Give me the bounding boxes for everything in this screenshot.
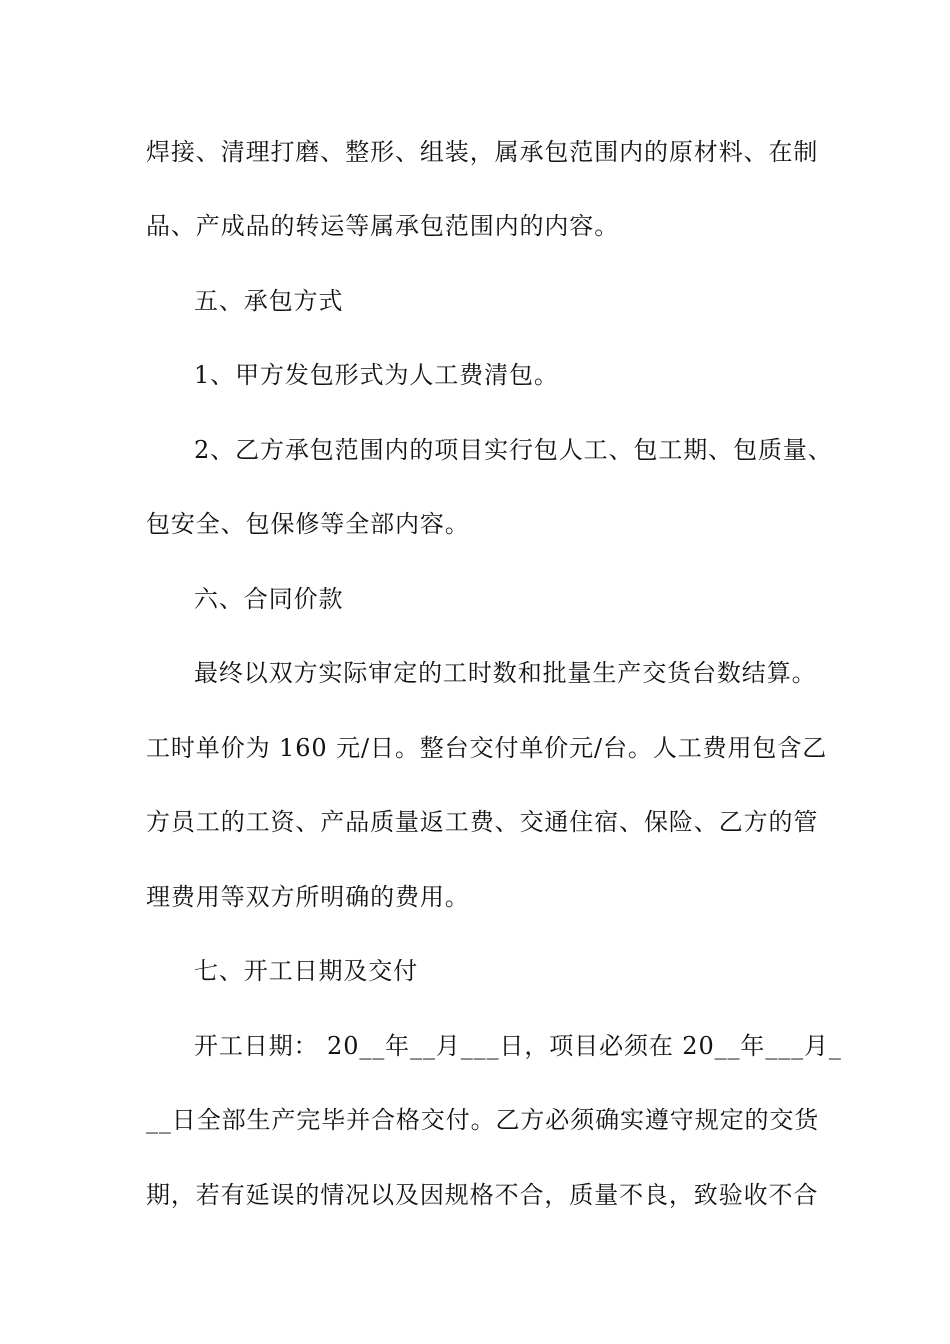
price-paragraph-line-2: 工时单价为 160 元/日。整台交付单价元/台。人工费用包含乙 bbox=[146, 734, 828, 762]
paragraph-line-2: 品、产成品的转运等属承包范围内的内容。 bbox=[146, 212, 620, 240]
start-date-line-1: 开工日期： 20__年__月___日，项目必须在 20__年___月_ bbox=[194, 1032, 842, 1060]
price-paragraph-line-3: 方员工的工资、产品质量返工费、交通住宿、保险、乙方的管 bbox=[146, 808, 819, 836]
clause-5-2-line-1: 2、乙方承包范围内的项目实行包人工、包工期、包质量、 bbox=[194, 436, 833, 464]
section-heading-5: 五、承包方式 bbox=[194, 287, 344, 315]
price-paragraph-line-1: 最终以双方实际审定的工时数和批量生产交货台数结算。 bbox=[194, 659, 817, 687]
section-heading-6: 六、合同价款 bbox=[194, 585, 344, 613]
price-paragraph-line-4: 理费用等双方所明确的费用。 bbox=[146, 883, 470, 911]
clause-5-2-line-2: 包安全、包保修等全部内容。 bbox=[146, 510, 470, 538]
start-date-line-3: 期，若有延误的情况以及因规格不合，质量不良，致验收不合 bbox=[146, 1181, 819, 1209]
start-date-line-2: __日全部生产完毕并合格交付。乙方必须确实遵守规定的交货 bbox=[146, 1106, 820, 1134]
paragraph-line-1: 焊接、清理打磨、整形、组装，属承包范围内的原材料、在制 bbox=[146, 138, 819, 166]
section-heading-7: 七、开工日期及交付 bbox=[194, 957, 419, 985]
clause-5-1: 1、甲方发包形式为人工费清包。 bbox=[194, 361, 559, 389]
